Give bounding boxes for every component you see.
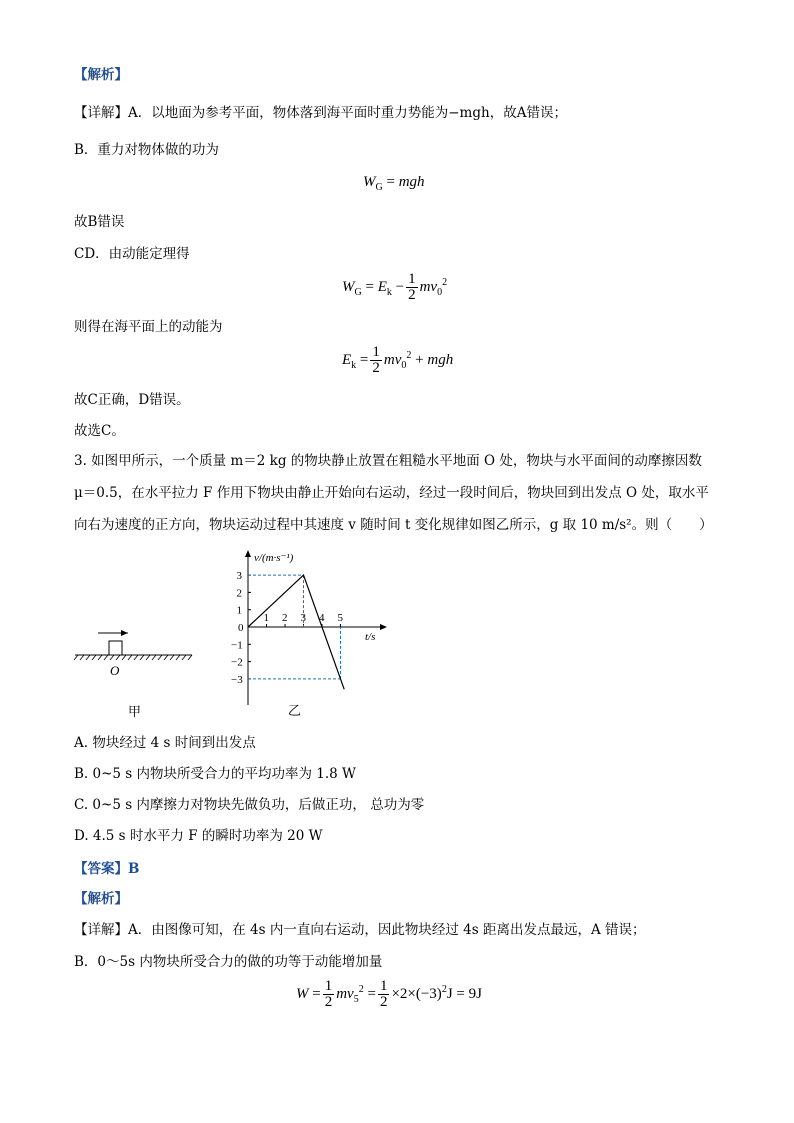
analysis-heading: 【解析】 <box>74 67 128 83</box>
detail-a-text <box>74 104 567 122</box>
question-line-2: μ＝0.5，在水平拉力 F 作用下物块由静止开始向右运动，经过一段时间后，物块回到出发点 O 处，取水平 <box>74 485 709 501</box>
caption-jia: 甲 <box>128 704 142 719</box>
option-c: C. 0~5 s 内摩擦力对物块先做负功，后做正功， 总功为零 <box>74 797 425 813</box>
choose-c: 故选C。 <box>74 423 125 439</box>
velocity-series-line <box>248 575 344 689</box>
equation-work: W = $\frac{1}{2}$ $mv_5^2$ = $\frac{1}{2}$ $\times 2\times(-3)^2J = 9J$ <box>296 978 482 1010</box>
option-a: A. 物块经过 4 s 时间到出发点 <box>74 735 256 751</box>
arrow-icon <box>121 630 128 636</box>
question-line-3: 向右为速度的正方向，物块运动过程中其速度 v 随时间 t 变化规律如图乙所示，g 取 10 m/s²。则（ ） <box>74 517 713 533</box>
x-tick-label: 5 <box>337 612 343 624</box>
y-tick-label: 3 <box>236 570 242 583</box>
c-correct: 故C正确，D错误。 <box>74 392 190 408</box>
equation-ek: $E_k$ = $\frac{1}{2}$ $mv_0^2$ + mgh <box>342 344 454 376</box>
y-tick-label: 2 <box>236 587 242 600</box>
x-tick-label: 3 <box>300 612 306 624</box>
y-tick-label: −3 <box>231 673 243 686</box>
answer-line <box>74 860 139 878</box>
analysis-heading-2: 【解析】 <box>74 891 128 907</box>
equation-wg: $W_G$ = mgh <box>363 174 425 193</box>
y-tick-label: −1 <box>231 639 243 652</box>
caption-yi: 乙 <box>288 703 302 718</box>
option-b: B. 0~5 s 内物块所受合力的平均功率为 1.8 W <box>74 766 356 782</box>
x-tick-label: 1 <box>263 612 269 624</box>
line-ek: 则得在海平面上的动能为 <box>74 319 223 335</box>
line-b-2: B．0～5s 内物块所受合力的做的功等于动能增加量 <box>74 954 383 970</box>
detail-a-2: 【详解】A．由图像可知，在 4s 内一直向右运动，因此物块经过 4s 距离出发点最远，A 错误； <box>74 922 646 938</box>
equation-kinetic-theorem: $W_G = E_k$ − $\frac{1}{2}$ $mv_0^2$ <box>342 271 448 303</box>
detail-a-content: 【详解】A．以地面为参考平面，物体落到海平面时重力势能为−mgh，故A错误； <box>74 105 567 121</box>
block-icon <box>109 641 122 655</box>
figure-yi-chart <box>220 545 400 720</box>
y-axis-arrow-icon <box>245 550 251 557</box>
origin-label: 0 <box>238 622 244 634</box>
figure-jia <box>70 620 200 720</box>
option-d: D. 4.5 s 时水平力 F 的瞬时功率为 20 W <box>74 828 323 844</box>
answer-text: 【答案】B <box>74 861 140 877</box>
question-line-1: 3. 如图甲所示，一个质量 m＝2 kg 的物块静止放置在粗糙水平地面 O 处，物块与水平面间的动摩擦因数 <box>74 453 702 469</box>
y-axis-label: v/(m·s⁻¹) <box>254 552 294 564</box>
y-tick-label: 1 <box>236 604 242 617</box>
x-tick-label: 2 <box>282 612 288 624</box>
x-axis-arrow-icon <box>380 624 387 630</box>
point-o-label: O <box>110 663 120 678</box>
line-cd: CD．由动能定理得 <box>74 246 190 262</box>
x-axis-label: t/s <box>365 631 376 643</box>
x-tick-label: 4 <box>319 612 325 624</box>
line-b: B．重力对物体做的功为 <box>74 142 219 158</box>
y-tick-label: −2 <box>231 656 243 669</box>
b-wrong: 故B错误 <box>74 214 125 230</box>
